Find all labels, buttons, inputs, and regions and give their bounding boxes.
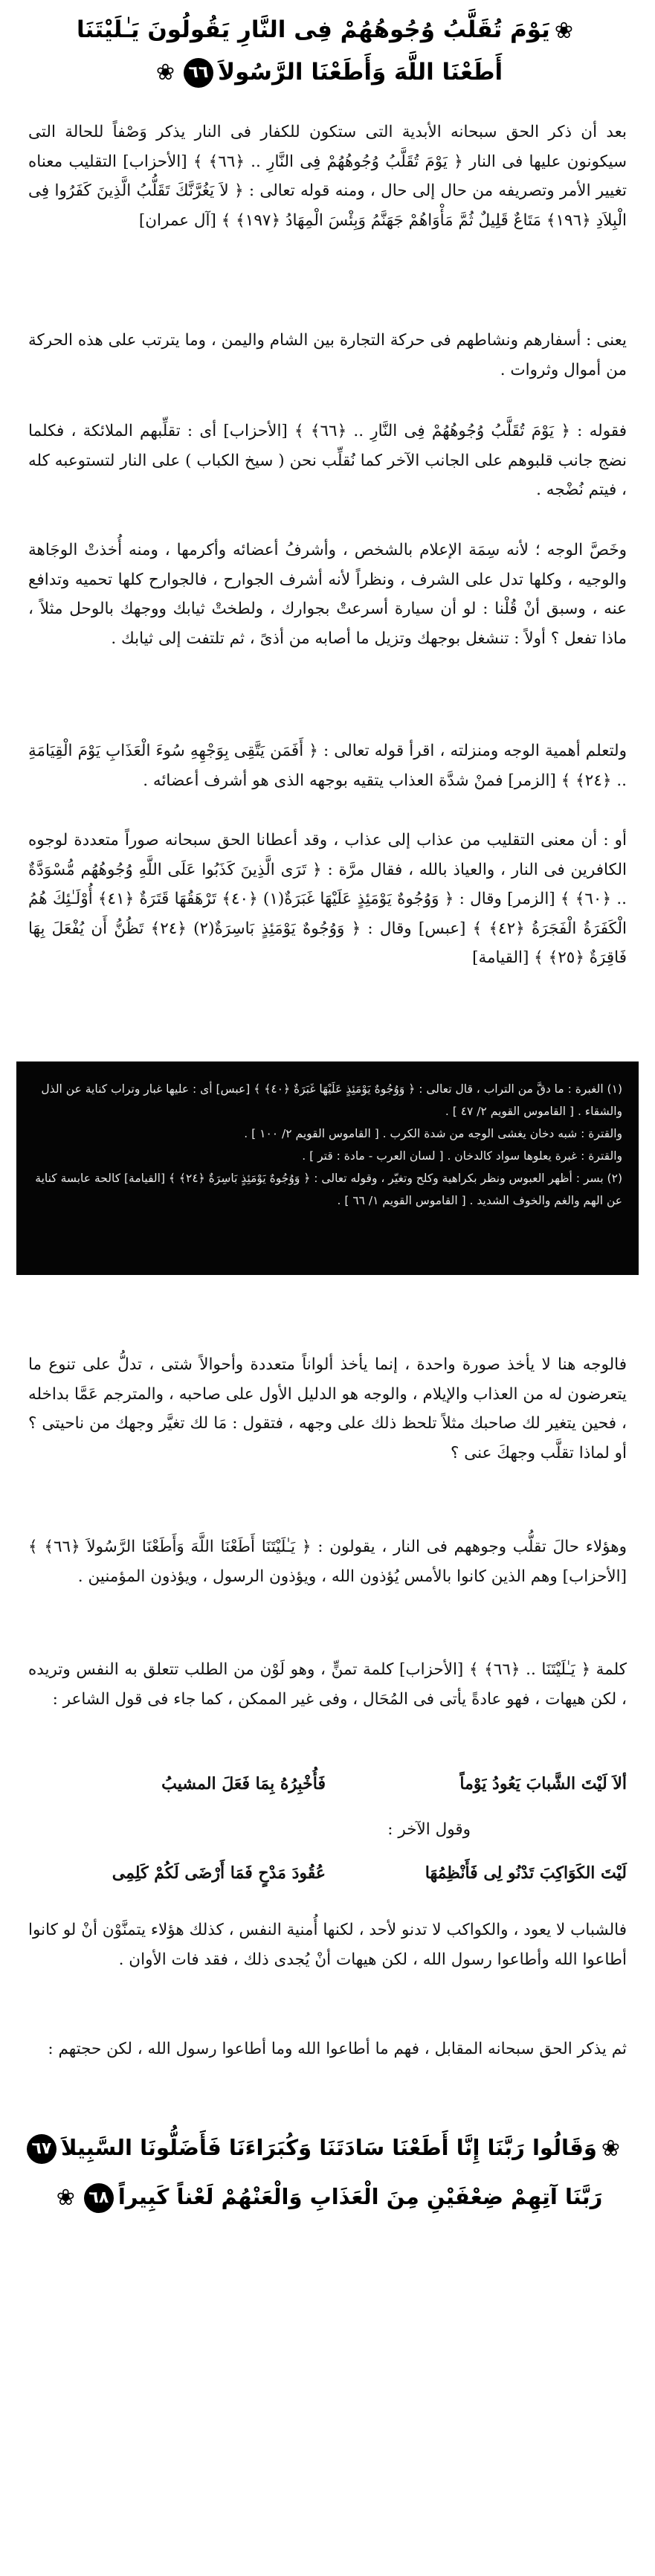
paragraph-2: يعنى : أسفارهم ونشاطهم فى حركة التجارة بين الشام واليمن ، وما يترتب على هذه الحركة من أموال وثروات . xyxy=(28,331,627,379)
flower-ornament-icon: ❀ xyxy=(155,60,175,86)
flower-ornament-icon: ❀ xyxy=(554,17,573,44)
paragraph-6: أو : أن معنى التقليب من عذاب إلى عذاب ، وقد أعطانا الحق سبحانه صوراً متعددة لوجوه الكافرين فى النار ، والعياذ بالله ، فقال مرَّة : ﴿ تَرَى الَّذِينَ كَذَبُوا عَلَى اللَّهِ وُجُوهُهُم مُّسْوَدَّةٌ .. ﴿٦٠﴾ ﴾ [الزمر] وقال : ﴿ وَوُجُوهٌ يَوْمَئِذٍ عَلَيْهَا غَبَرَةٌ(١) ﴿٤٠﴾ تَرْهَقُهَا قَتَرَةٌ ﴿٤١﴾ أُوْلَـٰئِكَ هُمُ الْكَفَرَةُ الْفَجَرَةُ ﴿٤٢﴾ ﴾ [عبس] وقال : ﴿ وَوُجُوهٌ يَوْمَئِذٍ بَاسِرَةٌ(٢) ﴿٢٤﴾ تَظُنُّ أَن يُفْعَلَ بِهَا فَاقِرَةٌ ﴿٢٥﴾ ﴾ [القيامة] xyxy=(28,831,627,967)
paragraph-11: ثم يذكر الحق سبحانه المقابل ، فهم ما أطاعوا الله وما أطاعوا رسول الله ، لكن حجتهم : xyxy=(48,2040,627,2058)
footnote-2: (٢) بسر : أظهر العبوس ونظر بكراهية وكلح وتغيّر ، وقوله تعالى : ﴿ وَوُجُوهٌ يَوْمَئِذٍ بَاسِرَةٌ ﴿٢٤﴾ ﴾ [القيامة] كالحة عابسة كناية عن الهم والغم والخوف الشديد . [ القاموس القويم ١/ ٦٦ ] . xyxy=(35,1172,622,1207)
verse-67: وَقَالُوا رَبَّنَا إِنَّا أَطَعْنَا سَادَتَنَا وَكُبَرَاءَنَا فَأَضَلُّونَا السَّبِيلاَ xyxy=(60,2135,597,2160)
poem-1-second-hemistich: فَأُخْبِرُهُ بِمَا فَعَلَ المشيبُ xyxy=(161,1774,326,1793)
ayah-number-68: ٦٨ xyxy=(84,2183,114,2213)
paragraph-9: كلمة ﴿ يَـٰلَيْتَنَا .. ﴿٦٦﴾ ﴾ [الأحزاب] كلمة تمنٍّ ، وهو لَوْن من الطلب تتعلق به النفس وتريده ، لكن هيهات ، فهو عادةً يأتى فى المُحَال ، وفى غير الممكن ، كما جاء فى قول الشاعر : xyxy=(28,1660,627,1709)
paragraph-1: بعد أن ذكر الحق سبحانه الأبدية التى ستكون للكفار فى النار يذكر وَصْفاً للحالة التى سيكونون عليها فى النار ﴿ يَوْمَ تُقَلَّبُ وُجُوهُهُمْ فِى النَّارِ .. ﴿٦٦﴾ ﴾ [الأحزاب] التقليب معناه تغيير الأمر وتصريفه من حال إلى حال ، ومنه قوله تعالى : ﴿ لاَ يَغُرَّنَّكَ تَقَلُّبُ الَّذِينَ كَفَرُوا فِى الْبِلاَدِ ﴿١٩٦﴾ مَتَاعٌ قَلِيلٌ ثُمَّ مَأْوَاهُمْ جَهَنَّمُ وَبِئْسَ الْمِهَادُ ﴿١٩٧﴾ ﴾ [آل عمران] xyxy=(28,123,627,230)
top-verse-line-1: يَوْمَ تُقَلَّبُ وُجُوهُهُمْ فِى النَّارِ يَقُولُونَ يَـٰلَيْتَنَا xyxy=(77,16,550,43)
verse-68: رَبَّنَا آتِهِمْ ضِعْفَيْنِ مِنَ الْعَذَابِ وَالْعَنْهُمْ لَعْناً كَبِيراً xyxy=(117,2184,603,2209)
paragraph-10: فالشباب لا يعود ، والكواكب لا تدنو لأحد ، لكنها أُمنية النفس ، كذلك هؤلاء يتمنَّوْن أنْ لو كانوا أطاعوا الله وأطاعوا رسول الله ، لكن هيهات أنْ يُجدى ذلك ، فقد فات الأوان . xyxy=(28,1921,627,1969)
paragraph-8: وهؤلاء حالَ تقلُّب وجوههم فى النار ، يقولون : ﴿ يَـٰلَيْتَنَا أَطَعْنَا اللَّهَ وَأَطَعْنَا الرَّسُولاَ ﴿٦٦﴾ ﴾ [الأحزاب] وهم الذين كانوا بالأمس يُؤذون الله ، ويؤذون الرسول ، ويؤذون المؤمنين . xyxy=(28,1538,627,1586)
paragraph-7: فالوجه هنا لا يأخذ صورة واحدة ، إنما يأخذ ألواناً متعددة وأحوالاً شتى ، تدلُّ على تنوع ما يتعرضون له من العذاب والإيلام ، والوجه هو الدليل الأول على صاحبه ، والمترجم عَمَّا بداخله ، فحين يتغير لك صاحبك مثلاً تلحظ ذلك على وجهه ، فتقول : مَا لك تغيَّر وجهك من ناحيتى ؟ أو لماذا تقلَّب وجهكَ عنى ؟ xyxy=(28,1355,627,1462)
poem-2-second-hemistich: عُقُودَ مَدْحٍ فَمَا أَرْضَى لَكُمْ كَلِمِى xyxy=(112,1863,326,1883)
ayah-number-badge: ٦٦ xyxy=(184,58,213,88)
poem-verse-2 xyxy=(28,1863,627,1893)
ayah-number-67: ٦٧ xyxy=(27,2134,57,2164)
paragraph-4: وخَصَّ الوجه ؛ لأنه سِمَة الإعلام بالشخص ، وأشرفُ أعضائه وأكرمها ، ومنه أُخذتْ الوجَاهة والوجيه ، وكلها تدل على الشرف ، ونظراً لأنه أشرف الجوارح ، فالجوارح كلها تحميه وتدافع عنه ، وسبق أنْ قُلْنا : لو أن سيارة أسرعتْ بجوارك ، ولطختْ ثيابك ووجهك بالوحل مثلاً ، ماذا تفعل ؟ أولاً : تنشغل بوجهك وتزيل ما أصابه من أذىً ، ثم تلتفت إلى ثيابك . xyxy=(28,541,627,648)
poem-2-first-hemistich: لَيْتَ الكَوَاكِبَ تَدْنُو لِى فَأَنْظِمُهَا xyxy=(425,1863,627,1883)
flower-ornament-icon: ❀ xyxy=(56,2185,75,2211)
footnote-1: (١) الغبرة : ما دقَّ من التراب ، قال تعالى : ﴿ وَوُجُوهٌ يَوْمَئِذٍ عَلَيْهَا غَبَرَةٌ ﴿٤٠﴾ ﴾ [عبس] أى : عليها غبار وتراب كناية عن الذل والشقاء . [ القاموس القويم ٢/ ٤٧ ] . xyxy=(41,1082,622,1118)
top-verse-line-2: أَطَعْنَا اللَّهَ وَأَطَعْنَا الرَّسُولاَ xyxy=(217,58,503,86)
top-verse-banner xyxy=(30,10,625,94)
footnote-1c: والقترة : غبرة يعلوها سواد كالدخان . [ لسان العرب - مادة : قتر ] . xyxy=(302,1149,622,1163)
paragraph-5: ولتعلم أهمية الوجه ومنزلته ، اقرأ قوله تعالى : ﴿ أَفَمَن يَتَّقِى بِوَجْهِهِ سُوءَ الْعَذَابِ يَوْمَ الْقِيَامَةِ .. ﴿٢٤﴾ ﴾ [الزمر] فمنْ شدَّة العذاب يتقيه بوجهه الذى هو أشرف أعضائه . xyxy=(28,742,627,790)
poem-intro-2: وقول الآخر : xyxy=(387,1820,471,1839)
poem-1-first-hemistich: ألاَ لَيْتَ الشَّبابَ يَعُودُ يَوْماً xyxy=(459,1774,627,1793)
footnotes-box xyxy=(16,1061,639,1275)
poem-verse-1 xyxy=(28,1774,627,1804)
paragraph-3: فقوله : ﴿ يَوْمَ تُقَلَّبُ وُجُوهُهُمْ فِى النَّارِ .. ﴿٦٦﴾ ﴾ [الأحزاب] أى : تقلِّبهم الملائكة ، فكلما نضج جانب قلبوهم على الجانب الآخر كما نُقلِّب نحن ( سيخ الكباب ) على النار لتستوعبه كله ، فيتم نُضْجه . xyxy=(28,422,627,499)
footnote-1b: والقترة : شبه دخان يغشى الوجه من شدة الكرب . [ القاموس القويم ٢/ ١٠٠ ] . xyxy=(244,1127,622,1140)
bottom-verse-banner xyxy=(30,2124,625,2222)
flower-ornament-icon: ❀ xyxy=(601,2136,620,2162)
